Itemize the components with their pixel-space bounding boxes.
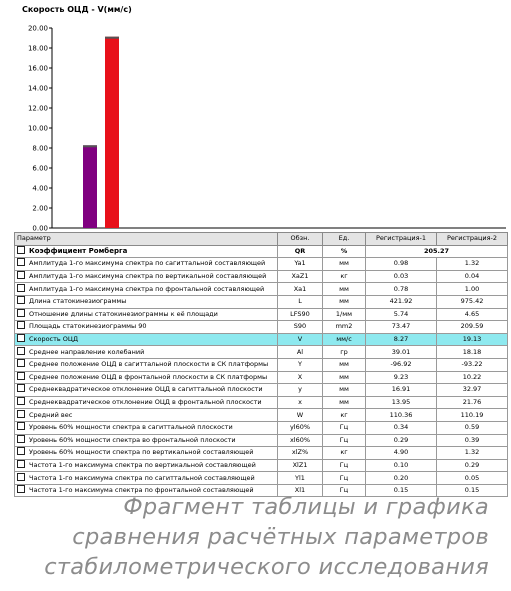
y-tick-label: 18.00 [27,44,48,53]
param-name: Длина статокинезиограммы [29,297,127,306]
reg1-value: 73.47 [366,321,437,334]
param-name: Частота 1-го максимума спектра по сагиттальной составляющей [29,473,255,482]
param-unit: мм [323,396,366,409]
param-abbr: y [278,384,323,397]
reg1-value: 110.36 [366,409,437,422]
row-checkbox[interactable] [17,384,25,392]
table-row[interactable] [15,371,508,384]
param-abbr: xlZ% [278,447,323,460]
reg1-value: 0.03 [366,270,437,283]
romberg-unit: % [323,245,366,258]
caption-line-3: стабилометрического исследования [44,554,489,580]
param-abbr: Xl1 [278,484,323,497]
reg1-value: 4.90 [366,447,437,460]
param-abbr: Al [278,346,323,359]
header-reg2[interactable]: Регистрация-2 [437,233,508,246]
param-unit: мм [323,295,366,308]
reg1-value: 39.01 [366,346,437,359]
bar-2 [105,37,119,228]
param-name: Амплитуда 1-го максимума спектра по фронтальной составляющей [29,284,265,293]
table-row[interactable] [15,409,508,422]
bar-top-edge [83,145,97,147]
header-unit[interactable]: Ед. [323,233,366,246]
reg2-value: 0.59 [437,421,508,434]
reg2-value: 4.65 [437,308,508,321]
reg1-value: 5.74 [366,308,437,321]
param-unit: кг [323,447,366,460]
table-row[interactable] [15,396,508,409]
param-unit: мм [323,371,366,384]
reg2-value: 19.13 [437,333,508,346]
reg1-value: 13.95 [366,396,437,409]
param-name: Отношение длины статокинезиограммы к её площади [29,309,218,318]
param-name: Площадь статокинезиограммы 90 [29,322,147,331]
header-abbr[interactable]: Обзн. [278,233,323,246]
param-abbr: S90 [278,321,323,334]
table-row-romberg[interactable] [15,245,508,258]
table-row[interactable] [15,346,508,359]
y-tick-label: 2.00 [32,204,48,213]
caption-line-1: Фрагмент таблицы и графика [123,494,489,520]
row-checkbox[interactable] [17,410,25,418]
reg1-value: 0.78 [366,283,437,296]
y-tick-label: 4.00 [32,184,48,193]
reg2-value: 110.19 [437,409,508,422]
param-abbr: Y [278,358,323,371]
param-abbr: V [278,333,323,346]
param-name: Скорость ОЦД [29,335,79,344]
romberg-value: 205.27 [366,245,508,258]
param-name: Частота 1-го максимума спектра по фронтальной составляющей [29,486,254,495]
reg2-value: 209.59 [437,321,508,334]
reg2-value: -93.22 [437,358,508,371]
row-checkbox[interactable] [17,258,25,266]
param-name: Среднеквадратическое отклонение ОЦД в сагиттальной плоскости [29,385,263,394]
param-name: Среднее положение ОЦД в фронтальной плоскости в СК платформы [29,372,268,381]
param-name: Амплитуда 1-го максимума спектра по вертикальной составляющей [29,272,267,281]
reg2-value: 18.18 [437,346,508,359]
row-checkbox[interactable] [17,473,25,481]
param-abbr: Xa1 [278,283,323,296]
bar-1 [83,145,97,228]
y-tick-label: 20.00 [27,24,48,33]
reg2-value: 0.05 [437,472,508,485]
param-abbr: yl60% [278,421,323,434]
row-checkbox[interactable] [17,422,25,430]
header-reg1[interactable]: Регистрация-1 [366,233,437,246]
y-tick-label: 14.00 [27,84,48,93]
reg1-value: 0.10 [366,459,437,472]
row-checkbox[interactable] [17,321,25,329]
row-checkbox[interactable] [17,334,25,342]
reg1-value: 0.15 [366,484,437,497]
table-row[interactable] [15,308,508,321]
param-unit: mm2 [323,321,366,334]
param-abbr: xl60% [278,434,323,447]
table-row[interactable] [15,447,508,460]
param-abbr: XlZ1 [278,459,323,472]
table-row[interactable] [15,283,508,296]
reg2-value: 32.97 [437,384,508,397]
reg2-value: 0.04 [437,270,508,283]
param-unit: гр [323,346,366,359]
param-abbr: LFS90 [278,308,323,321]
param-unit: мм [323,358,366,371]
reg2-value: 1.32 [437,447,508,460]
table-row[interactable] [15,472,508,485]
param-name: Среднее направление колебаний [29,347,145,356]
table-row[interactable] [15,295,508,308]
table-row[interactable] [15,321,508,334]
param-unit: мм [323,384,366,397]
romberg-abbr: QR [278,245,323,258]
param-unit: мм/с [323,333,366,346]
param-name: Среднеквадратическое отклонение ОЦД в фронтальной плоскости [29,398,262,407]
y-tick-label: 6.00 [32,164,48,173]
table-row[interactable] [15,270,508,283]
table-row[interactable] [15,384,508,397]
reg2-value: 975.42 [437,295,508,308]
param-abbr: X [278,371,323,384]
param-unit: Гц [323,484,366,497]
row-checkbox[interactable] [17,372,25,380]
velocity-bar-chart [0,0,511,232]
param-name: Уровень 60% мощности спектра во фронтальной плоскости [29,435,236,444]
table-row[interactable] [15,333,508,346]
row-checkbox[interactable] [17,359,25,367]
reg2-value: 1.00 [437,283,508,296]
param-name: Уровень 60% мощности спектра в сагиттальной плоскости [29,423,233,432]
reg1-value: 421.92 [366,295,437,308]
row-checkbox[interactable] [17,309,25,317]
reg1-value: 8.27 [366,333,437,346]
table-row[interactable] [15,434,508,447]
param-unit: кг [323,409,366,422]
param-unit: кг [323,270,366,283]
romberg-label: Коэффициент Ромберга [29,246,128,255]
header-param[interactable]: Параметр [15,233,278,246]
param-unit: Гц [323,421,366,434]
table-row[interactable] [15,258,508,271]
figure-caption [29,492,489,582]
table-row[interactable] [15,459,508,472]
reg2-value: 21.76 [437,396,508,409]
y-tick-label: 8.00 [32,144,48,153]
param-unit: Гц [323,459,366,472]
y-tick-label: 16.00 [27,64,48,73]
row-checkbox[interactable] [17,246,25,254]
reg2-value: 10.22 [437,371,508,384]
param-unit: мм [323,283,366,296]
reg2-value: 0.29 [437,459,508,472]
reg2-value: 0.15 [437,484,508,497]
param-name: Средний вес [29,410,73,419]
reg1-value: 9.23 [366,371,437,384]
reg1-value: 16.91 [366,384,437,397]
reg1-value: -96.92 [366,358,437,371]
reg1-value: 0.20 [366,472,437,485]
y-tick-label: 0.00 [32,224,48,232]
param-name: Среднее положение ОЦД в сагиттальной плоскости в СК платформы [29,360,269,369]
bar-top-edge [105,37,119,39]
reg2-value: 1.32 [437,258,508,271]
caption-line-2: сравнения расчётных параметров [72,524,489,550]
row-checkbox[interactable] [17,271,25,279]
param-unit: Гц [323,434,366,447]
row-checkbox[interactable] [17,447,25,455]
table-header-row [15,233,508,246]
reg1-value: 0.34 [366,421,437,434]
parameters-table [14,232,508,497]
param-abbr: Ya1 [278,258,323,271]
param-abbr: XaZ1 [278,270,323,283]
param-unit: 1/мм [323,308,366,321]
reg1-value: 0.29 [366,434,437,447]
row-checkbox[interactable] [17,485,25,493]
chart-title: Скорость ОЦД - V(мм/с) [22,5,132,14]
param-abbr: L [278,295,323,308]
param-name: Амплитуда 1-го максимума спектра по сагиттальной составляющей [29,259,266,268]
param-name: Уровень 60% мощности спектра по вертикальной составляющей [29,448,254,457]
y-tick-label: 10.00 [27,124,48,133]
param-abbr: x [278,396,323,409]
row-checkbox[interactable] [17,347,25,355]
row-checkbox[interactable] [17,284,25,292]
row-checkbox[interactable] [17,296,25,304]
table-row[interactable] [15,421,508,434]
row-checkbox[interactable] [17,460,25,468]
param-name: Частота 1-го максимума спектра по вертикальной составляющей [29,460,256,469]
reg1-value: 0.98 [366,258,437,271]
param-unit: Гц [323,472,366,485]
y-tick-label: 12.00 [27,104,48,113]
reg2-value: 0.39 [437,434,508,447]
table-row[interactable] [15,358,508,371]
row-checkbox[interactable] [17,435,25,443]
param-abbr: W [278,409,323,422]
row-checkbox[interactable] [17,397,25,405]
param-abbr: Yl1 [278,472,323,485]
param-unit: мм [323,258,366,271]
